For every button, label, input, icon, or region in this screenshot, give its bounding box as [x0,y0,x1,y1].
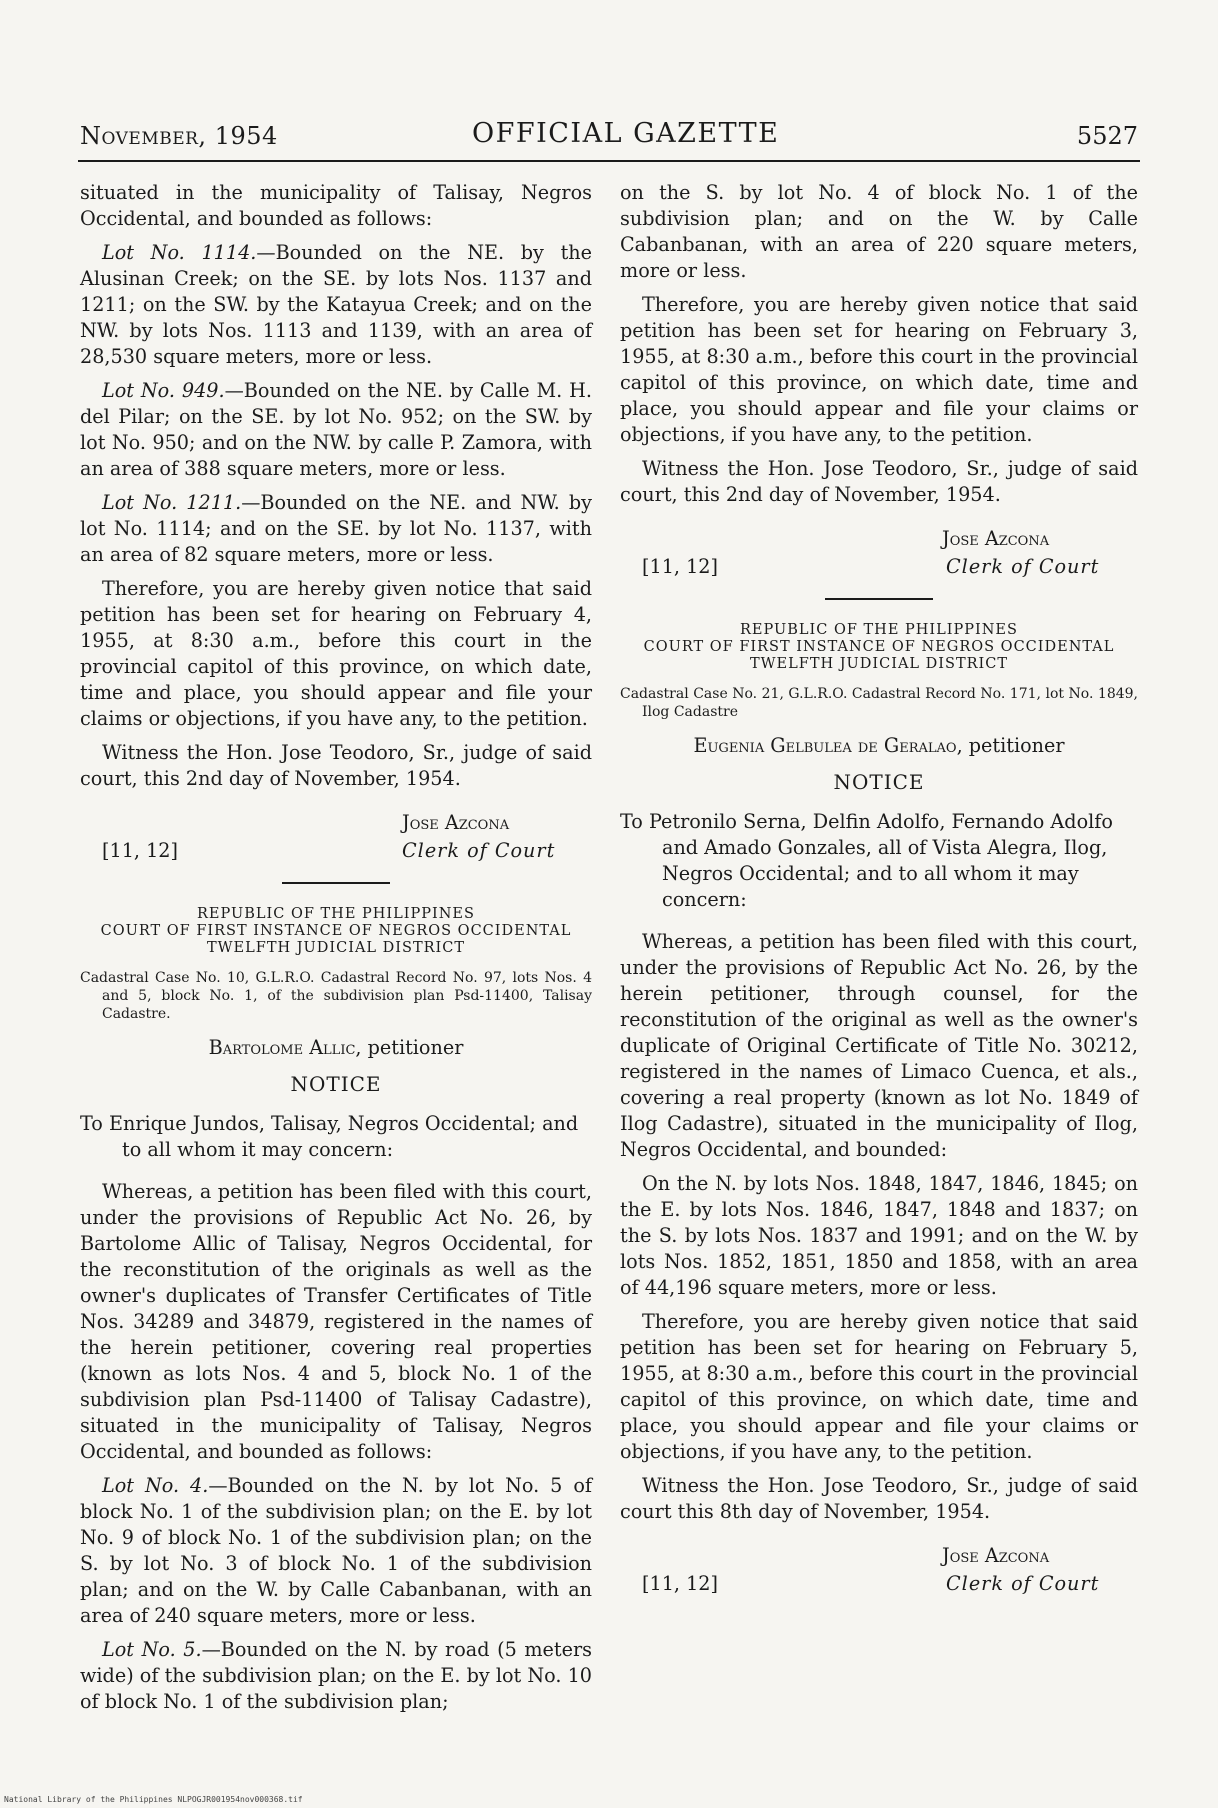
right-column [620,180,1138,1609]
signature-block [620,1543,1138,1599]
lot-name: Lot No. 949. [102,379,225,402]
caption-line: TWELFTH JUDICIAL DISTRICT [206,940,466,956]
signer-title: Clerk of Court [946,1572,1100,1595]
paragraph: Therefore, you are hereby given notice that said petition has been set for hearing on February 5, 1955, at 8:30 a.m., before this court in the provincial capitol of this province, on which date, time and place, you should appear and file your claims or objections, if you have any, to the petition. [620,1310,1138,1463]
address-line: To Petronilo Serna, Delfin Adolfo, Fernando Adolfo and Amado Gonzales, all of Vista Alegra, Ilog, Negros Occidental; and to all whom it may concern: [620,810,1113,911]
lot-name: Lot No. 1211. [102,491,242,514]
lot-description [80,1637,592,1715]
paragraph: On the N. by lots Nos. 1848, 1847, 1846, 1845; on the E. by lots Nos. 1846, 1847, 1848 and 1837; on the S. by lots Nos. 1837 and 1991; and on the W. by lots Nos. 1852, 1851, 1850 and 1858, with an area of 44,196 square meters, more or less. [620,1172,1138,1299]
caption-line: COURT OF FIRST INSTANCE OF NEGROS OCCIDENTAL [643,639,1115,655]
issue-ref: [11, 12] [642,555,719,578]
section-divider [825,598,933,600]
paragraph: on the S. by lot No. 4 of block No. 1 of the subdivision plan; and on the W. by Calle Cabanbanan, with an area of 220 square meters, more or less. [620,181,1138,282]
petitioner-line [80,1035,592,1061]
lot-text: —Bounded on the NE. and NW. by lot No. 1114; and on the SE. by lot No. 1137, with an area of 82 square meters, more or less. [80,491,592,566]
lot-text: —Bounded on the N. by road (5 meters wide) of the subdivision plan; on the E. by lot No. 10 of block No. 1 of the subdivision plan; [80,1638,592,1713]
left-column [80,180,592,1723]
signer-title: Clerk of Court [402,839,556,862]
signer-title: Clerk of Court [946,555,1100,578]
issue-date: November, 1954 [80,122,278,150]
issue-ref: [11, 12] [642,1572,719,1595]
signature-block [80,810,592,866]
section-divider [282,882,390,884]
address-line: To Enrique Jundos, Talisay, Negros Occidental; and to all whom it may concern: [80,1112,579,1161]
paragraph: Witness the Hon. Jose Teodoro, Sr., judge of said court, this 2nd day of November, 1954. [620,457,1138,506]
paragraph: Whereas, a petition has been filed with this court, under the provisions of Republic Act No. 26, by the herein petitioner, through counsel, for the reconstitution of the original as well as the owner's duplicate of Original Certificate of Title No. 30212, registered in the names of Limaco Cuenca, et als., covering a real property (known as lot No. 1849 of Ilog Cadastre), situated in the municipality of Ilog, Negros Occidental, and bounded: [620,930,1138,1161]
publication-title: OFFICIAL GAZETTE [472,118,780,149]
notice-heading: NOTICE [833,770,925,794]
issue-ref: [11, 12] [102,839,179,862]
paragraph: Whereas, a petition has been filed with this court, under the provisions of Republic Act No. 26, by Bartolome Allic of Talisay, Negros Occidental, for the reconstitution of the originals as well as the owner's duplicates of Transfer Certificates of Title Nos. 34289 and 34879, registered in the names of the herein petitioner, covering real properties (known as lots Nos. 4 and 5, block No. 1 of the subdivision plan Psd-11400 of Talisay Cadastre), situated in the municipality of Talisay, Negros Occidental, and bounded as follows: [80,1180,592,1463]
paragraph: Therefore, you are hereby given notice that said petition has been set for hearing on February 4, 1955, at 8:30 a.m., before this court in the provincial capitol of this province, on which date, time and place, you should appear and file your claims or objections, if you have any, to the petition. [80,577,592,730]
petitioner-name: Eugenia Gelbulea de Geralao [693,734,957,757]
petitioner-label: , petitioner [355,1036,464,1059]
lot-description [80,240,592,370]
lot-name: Lot No. 1114. [102,241,257,264]
signer-name: Jose Azcona [942,527,1050,550]
lot-text: —Bounded on the NE. by the Alusinan Creek; on the SE. by lots Nos. 1137 and 1211; on the SW. by the Katayua Creek; and on the NW. by lots Nos. 1113 and 1139, with an area of 28,530 square meters, more or less. [80,241,592,368]
petitioner-name: Bartolome Allic [208,1036,356,1059]
lot-name: Lot No. 4. [102,1474,209,1497]
caption-line: COURT OF FIRST INSTANCE OF NEGROS OCCIDENTAL [100,923,572,939]
signer-name: Jose Azcona [402,811,510,834]
caption-line: REPUBLIC OF THE PHILIPPINES [740,622,1018,638]
paragraph: situated in the municipality of Talisay, Negros Occidental, and bounded as follows: [80,181,592,230]
caption-line: REPUBLIC OF THE PHILIPPINES [197,906,475,922]
header-rule [78,160,1140,162]
paragraph: Therefore, you are hereby given notice that said petition has been set for hearing on February 3, 1955, at 8:30 a.m., before this court in the provincial capitol of this province, on which date, time and place, you should appear and file your claims or objections, if you have any, to the petition. [620,293,1138,446]
notice-heading: NOTICE [290,1072,382,1096]
lot-name: Lot No. 5. [102,1638,202,1661]
lot-text: —Bounded on the NE. by Calle M. H. del Pilar; on the SE. by lot No. 952; on the SW. by lot No. 950; and on the NW. by calle P. Zamora, with an area of 388 square meters, more or less. [80,379,592,480]
caption-line: TWELFTH JUDICIAL DISTRICT [749,656,1009,672]
lot-description [80,490,592,568]
page-number: 5527 [1076,122,1138,150]
page-header [80,118,1138,162]
lot-description [80,378,592,482]
petitioner-label: , petitioner [956,734,1065,757]
lot-description [80,1473,592,1629]
paragraph: Witness the Hon. Jose Teodoro, Sr., judge of said court this 8th day of November, 1954. [620,1474,1138,1523]
case-reference: Cadastral Case No. 10, G.L.R.O. Cadastral Record No. 97, lots Nos. 4 and 5, block No. 1, of the subdivision plan Psd-11400, Talisay Cadastre. [80,970,592,1022]
case-reference: Cadastral Case No. 21, G.L.R.O. Cadastral Record No. 171, lot No. 1849, Ilog Cadastre [620,686,1138,720]
petitioner-line [620,733,1138,759]
signer-name: Jose Azcona [942,1544,1050,1567]
paragraph: Witness the Hon. Jose Teodoro, Sr., judge of said court, this 2nd day of November, 1954. [80,741,592,790]
signature-block [620,526,1138,582]
scan-footer: National Library of the Philippines NLPOGJR001954nov000368.tif [4,1795,303,1804]
lot-text: —Bounded on the N. by lot No. 5 of block No. 1 of the subdivision plan; on the E. by lot No. 9 of block No. 1 of the subdivision plan; on the S. by lot No. 3 of block No. 1 of the subdivision plan; and on the W. by Calle Cabanbanan, with an area of 240 square meters, more or less. [80,1474,592,1627]
